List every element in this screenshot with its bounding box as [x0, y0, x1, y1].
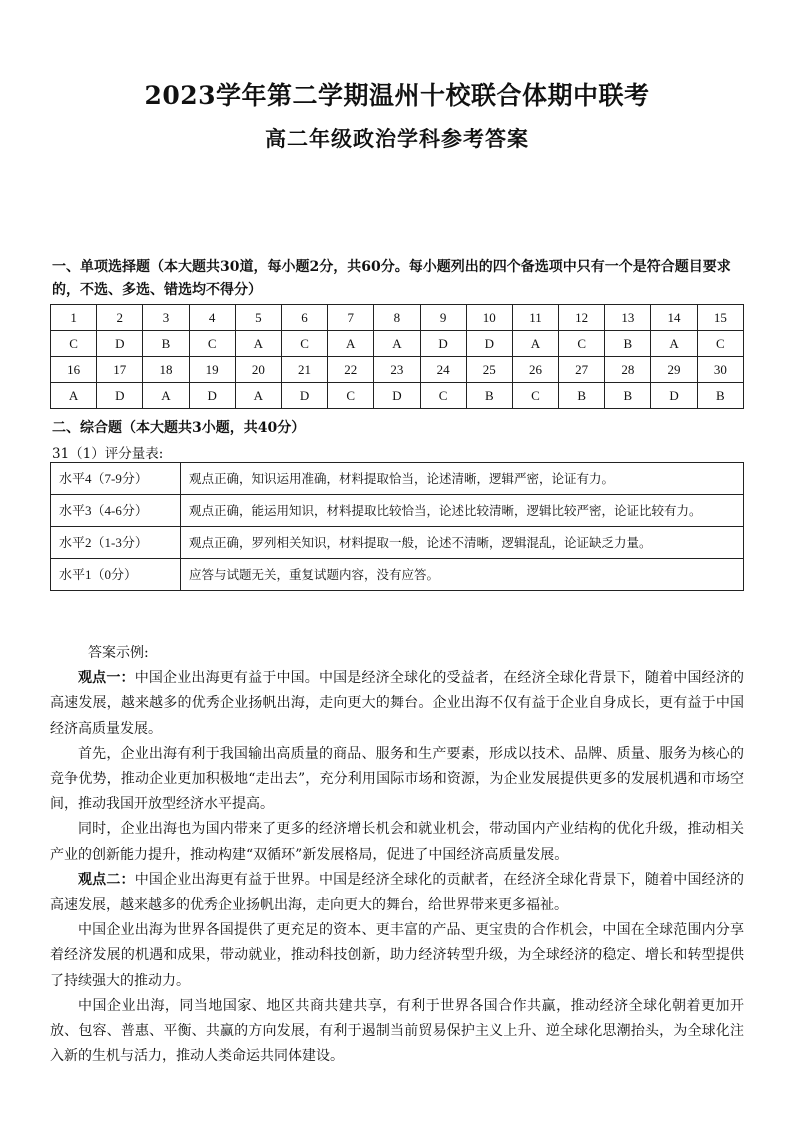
answer-cell: D	[97, 331, 143, 357]
paragraph: 观点一：中国企业出海更有益于中国。中国是经济全球化的受益者，在经济全球化背景下，随着中国经济的高速发展，越来越多的优秀企业扬帆出海，走向更大的舞台。企业出海不仅有益于企业自身成长，更有益于中国经济高质量发展。	[50, 670, 745, 737]
question-number-cell: 7	[328, 305, 374, 331]
viewpoint-heading: 观点一：	[78, 670, 135, 687]
question-number-cell: 28	[605, 357, 651, 383]
answer-cell: D	[281, 383, 327, 409]
paragraph: 观点二：中国企业出海更有益于世界。中国是经济全球化的贡献者，在经济全球化背景下，随着中国经济的高速发展，越来越多的优秀企业扬帆出海，走向更大的舞台，给世界带来更多福祉。	[50, 871, 745, 914]
rubric-level: 水平3（4-6分）	[51, 495, 181, 527]
question-number-cell: 6	[281, 305, 327, 331]
question-number-cell: 15	[697, 305, 743, 331]
answer-cell: B	[697, 383, 743, 409]
paragraph: 首先，企业出海有利于我国输出高质量的商品、服务和生产要素，形成以技术、品牌、质量、服务为核心的竞争优势，推动企业更加积极地“走出去”，充分利用国际市场和资源，为企业发展提供更多的发展机遇和市场空间，推动我国开放型经济水平提高。	[50, 745, 744, 813]
answer-cell: C	[420, 383, 466, 409]
question-number-cell: 5	[235, 305, 281, 331]
viewpoint-heading: 观点二：	[78, 871, 135, 888]
answer-cell: D	[374, 383, 420, 409]
question-number-cell: 29	[651, 357, 697, 383]
question-number-cell: 8	[374, 305, 420, 331]
question-number-cell: 30	[697, 357, 743, 383]
answer-cell: B	[466, 383, 512, 409]
rubric-level: 水平2（1-3分）	[51, 527, 181, 559]
answer-cell: B	[143, 331, 189, 357]
question-number-cell: 24	[420, 357, 466, 383]
question-number-cell: 27	[559, 357, 605, 383]
question-number-cell: 14	[651, 305, 697, 331]
answer-row	[51, 383, 744, 409]
question-number-cell: 22	[328, 357, 374, 383]
sample-answer	[50, 641, 744, 1069]
question-number-cell: 21	[281, 357, 327, 383]
question-number-cell: 1	[51, 305, 97, 331]
answer-cell: A	[651, 331, 697, 357]
paragraph: 中国企业出海为世界各国提供了更充足的资本、更丰富的产品、更宝贵的合作机会，中国在全球范围内分享着经济发展的机遇和成果，带动就业，推动科技创新，助力经济转型升级，为全球经济的稳定、增长和转型提供了持续强大的推动力。	[50, 922, 744, 989]
rubric-description: 观点正确，罗列相关知识，材料提取一般，论述不清晰，逻辑混乱，论证缺乏力量。	[181, 527, 744, 559]
answer-cell: B	[605, 331, 651, 357]
answer-cell: D	[420, 331, 466, 357]
rubric-description: 应答与试题无关，重复试题内容，没有应答。	[181, 559, 744, 591]
answer-cell: C	[559, 331, 605, 357]
question-number-row	[51, 305, 744, 331]
question-number-cell: 19	[189, 357, 235, 383]
answer-cell: A	[51, 383, 97, 409]
answer-cell: C	[189, 331, 235, 357]
answer-cell: A	[512, 331, 558, 357]
answer-cell: B	[605, 383, 651, 409]
question-number-cell: 4	[189, 305, 235, 331]
question-31-label: 31（1）评分量表:	[52, 446, 164, 462]
exam-subtitle: 高二年级政治学科参考答案	[265, 126, 529, 151]
question-number-cell: 11	[512, 305, 558, 331]
question-number-cell: 20	[235, 357, 281, 383]
question-number-cell: 25	[466, 357, 512, 383]
question-number-cell: 17	[97, 357, 143, 383]
question-number-row	[51, 357, 744, 383]
question-number-cell: 3	[143, 305, 189, 331]
answer-cell: D	[651, 383, 697, 409]
question-number-cell: 10	[466, 305, 512, 331]
question-number-cell: 16	[51, 357, 97, 383]
answer-cell: A	[235, 383, 281, 409]
answer-cell: C	[281, 331, 327, 357]
answer-row	[51, 331, 744, 357]
section-one-heading: 一、单项选择题（本大题共30道，每小题2分，共60分。每小题列出的四个备选项中只有一个是符合题目要求的，不选、多选、错选均不得分）	[52, 259, 731, 298]
answer-cell: C	[51, 331, 97, 357]
answer-cell: B	[559, 383, 605, 409]
answer-cell: D	[97, 383, 143, 409]
answer-cell: C	[512, 383, 558, 409]
answer-cell: C	[328, 383, 374, 409]
answer-cell: A	[235, 331, 281, 357]
rubric-level: 水平4（7-9分）	[51, 463, 181, 495]
question-number-cell: 13	[605, 305, 651, 331]
paragraph: 中国企业出海，同当地国家、地区共商共建共享，有利于世界各国合作共赢，推动经济全球化朝着更加开放、包容、普惠、平衡、共赢的方向发展，有利于遏制当前贸易保护主义上升、逆全球化思潮抬头，为全球化注入新的生机与活力，推动人类命运共同体建设。	[50, 997, 744, 1065]
question-number-cell: 2	[97, 305, 143, 331]
answer-cell: D	[189, 383, 235, 409]
paragraph: 同时，企业出海也为国内带来了更多的经济增长机会和就业机会，带动国内产业结构的优化升级，推动相关产业的创新能力提升，推动构建“双循环”新发展格局，促进了中国经济高质量发展。	[50, 821, 744, 863]
answer-cell: A	[143, 383, 189, 409]
question-number-cell: 26	[512, 357, 558, 383]
rubric-description: 观点正确，能运用知识，材料提取比较恰当，论述比较清晰，逻辑比较严密，论证比较有力。	[181, 495, 744, 527]
rubric-description: 观点正确，知识运用准确，材料提取恰当，论述清晰，逻辑严密，论证有力。	[181, 463, 744, 495]
rubric-table	[50, 462, 744, 591]
exam-title: 2023学年第二学期温州十校联合体期中联考	[144, 81, 650, 110]
section-two-heading: 二、综合题（本大题共3小题，共40分）	[52, 420, 306, 436]
answer-cell: A	[328, 331, 374, 357]
rubric-row	[51, 559, 744, 591]
answer-key-table	[50, 304, 744, 409]
rubric-row	[51, 463, 744, 495]
question-number-cell: 18	[143, 357, 189, 383]
question-number-cell: 12	[559, 305, 605, 331]
question-number-cell: 23	[374, 357, 420, 383]
sample-answer-label: 答案示例:	[88, 645, 149, 661]
rubric-level: 水平1（0分）	[51, 559, 181, 591]
question-number-cell: 9	[420, 305, 466, 331]
answer-cell: C	[697, 331, 743, 357]
answer-cell: D	[466, 331, 512, 357]
answer-cell: A	[374, 331, 420, 357]
rubric-row	[51, 527, 744, 559]
rubric-row	[51, 495, 744, 527]
